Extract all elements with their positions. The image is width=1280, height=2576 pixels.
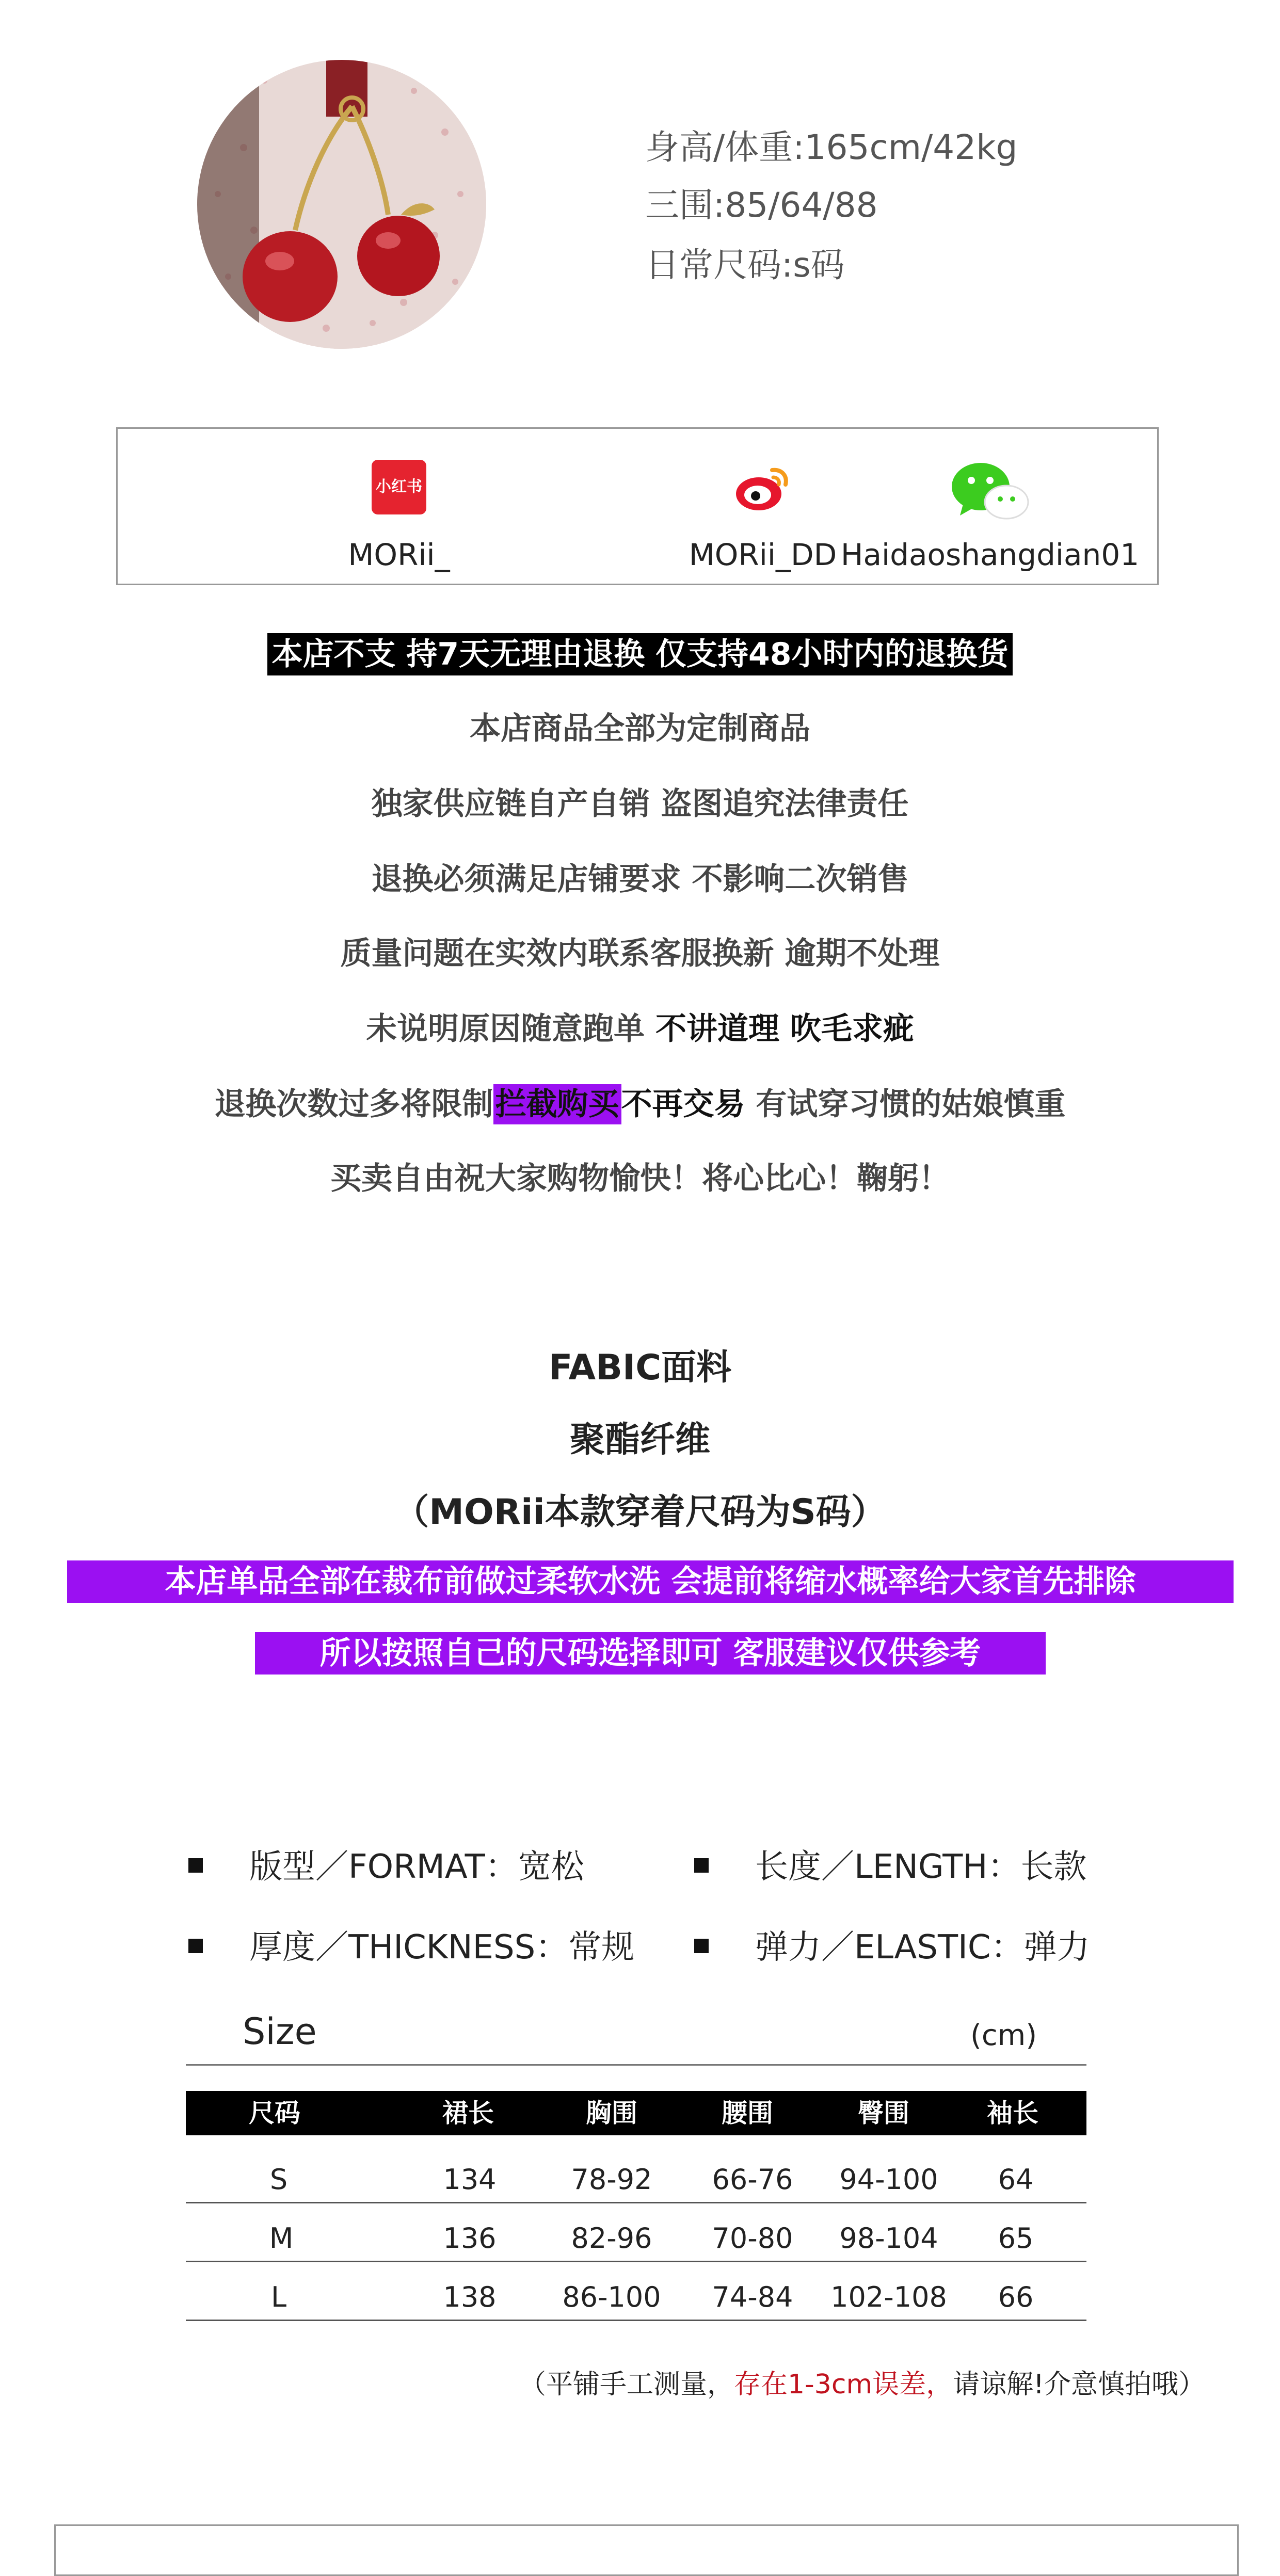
policy-tryon-warning: 有试穿习惯的姑娘慎重 <box>745 1086 1066 1122</box>
social-accounts-box <box>116 427 1159 585</box>
table-cell: 86-100 <box>562 2281 661 2313</box>
next-section-box <box>54 2524 1239 2576</box>
bullet-icon <box>188 1939 203 1953</box>
policy-block-highlight: 拦截购买 <box>493 1084 621 1124</box>
social-item-wechat[interactable] <box>825 429 1155 584</box>
social-name-wechat: Haidaoshangdian01 <box>840 537 1140 572</box>
policy-line-limit <box>0 1080 1280 1124</box>
table-cell: 78-92 <box>571 2163 652 2196</box>
policy-line-quality: 质量问题在实效内联系客服换新 逾期不处理 <box>340 936 940 972</box>
attr-thickness-text: 厚度／THICKNESS：常规 <box>249 1928 635 1967</box>
size-table-header <box>186 2091 1086 2135</box>
table-cell: 82-96 <box>571 2222 652 2255</box>
policy-ordering-text: 未说明原因随意跑单 <box>366 1011 655 1047</box>
size-header-sleeve: 袖长 <box>987 2098 1038 2128</box>
attr-format <box>188 1840 584 1888</box>
table-cell: 98-104 <box>839 2222 938 2255</box>
policy-limit-text: 退换次数过多将限制 <box>214 1086 493 1122</box>
wechat-icon <box>949 460 1031 522</box>
size-table-rule <box>186 2064 1086 2066</box>
fabric-model-size: （MORii本款穿着尺码为S码） <box>394 1492 886 1533</box>
social-name-weibo: MORii_DD <box>689 537 837 572</box>
cherry-bag-photo <box>197 60 486 349</box>
size-header-length: 裙长 <box>442 2098 494 2128</box>
weibo-icon <box>732 460 794 514</box>
fabric-wash-notice: 本店单品全部在裁布前做过柔软水洗 会提前将缩水概率给大家首先排除 <box>67 1560 1234 1603</box>
table-cell: 136 <box>443 2222 497 2255</box>
note-warning: 存在1-3cm误差， <box>733 2369 953 2400</box>
policy-line-requirement: 退换必须满足店铺要求 不影响二次销售 <box>371 861 909 897</box>
bullet-icon <box>694 1858 709 1873</box>
attr-format-text: 版型／FORMAT：宽松 <box>249 1848 584 1886</box>
attr-length <box>694 1840 1087 1888</box>
table-row <box>186 2203 1086 2262</box>
policy-line-thanks: 买卖自由祝大家购物愉快！将心比心！鞠躬！ <box>330 1161 950 1197</box>
table-cell: 94-100 <box>839 2163 938 2196</box>
table-cell: 64 <box>998 2163 1034 2196</box>
policy-ordering-emphasis: 不讲道理 吹毛求疵 <box>655 1011 914 1047</box>
table-row <box>186 2145 1086 2203</box>
policy-line-return <box>0 630 1280 674</box>
policy-line-supply: 独家供应链自产自销 盗图追究法律责任 <box>371 786 909 822</box>
social-item-xiaohongshu[interactable] <box>234 429 564 584</box>
bullet-icon <box>188 1858 203 1873</box>
attr-length-text: 长度／LENGTH：长款 <box>755 1848 1087 1886</box>
fabric-material: 聚酯纤维 <box>569 1420 710 1460</box>
size-table-unit: (cm) <box>970 2019 1037 2052</box>
policy-return-highlight: 本店不支 持7天无理由退换 仅支持48小时内的退换货 <box>267 633 1012 675</box>
attr-thickness <box>188 1921 634 1968</box>
size-table-title: Size <box>243 2010 317 2053</box>
policy-line-custom: 本店商品全部为定制商品 <box>470 711 810 747</box>
social-name-xiaohongshu: MORii_ <box>348 537 450 572</box>
attr-elastic <box>694 1921 1090 1968</box>
model-measurements: 三围:85/64/88 <box>645 185 878 225</box>
table-cell: S <box>269 2163 288 2196</box>
model-height-weight: 身高/体重:165cm/42kg <box>645 127 1018 167</box>
table-cell: L <box>270 2281 287 2313</box>
table-cell: 102-108 <box>830 2281 947 2313</box>
fabric-size-advice: 所以按照自己的尺码选择即可 客服建议仅供参考 <box>255 1632 1046 1675</box>
note-prefix: （平铺手工测量， <box>519 2369 734 2400</box>
table-row <box>186 2262 1086 2321</box>
table-cell: M <box>269 2222 294 2255</box>
table-cell: 74-84 <box>712 2281 793 2313</box>
bullet-icon <box>694 1939 709 1953</box>
attr-elastic-text: 弹力／ELASTIC：弹力 <box>755 1928 1090 1967</box>
size-header-waist: 腰围 <box>722 2098 773 2128</box>
table-cell: 65 <box>998 2222 1034 2255</box>
note-suffix: 请谅解!介意慎拍哦） <box>953 2369 1205 2400</box>
model-photo <box>197 60 486 349</box>
size-header-bust: 胸围 <box>586 2098 637 2128</box>
size-header-hip: 臀围 <box>858 2098 909 2128</box>
model-daily-size: 日常尺码:s码 <box>645 245 845 285</box>
table-cell: 70-80 <box>712 2222 793 2255</box>
fabric-title: FABIC面料 <box>548 1347 732 1388</box>
policy-line-ordering <box>0 1004 1280 1049</box>
table-cell: 138 <box>443 2281 497 2313</box>
table-cell: 66 <box>998 2281 1034 2313</box>
policy-no-trade: 不再交易 <box>621 1086 745 1122</box>
measurement-note <box>519 2362 1205 2401</box>
table-cell: 66-76 <box>712 2163 793 2196</box>
size-header-size: 尺码 <box>249 2098 300 2128</box>
table-cell: 134 <box>443 2163 497 2196</box>
xiaohongshu-icon: 小红书 <box>372 460 426 514</box>
